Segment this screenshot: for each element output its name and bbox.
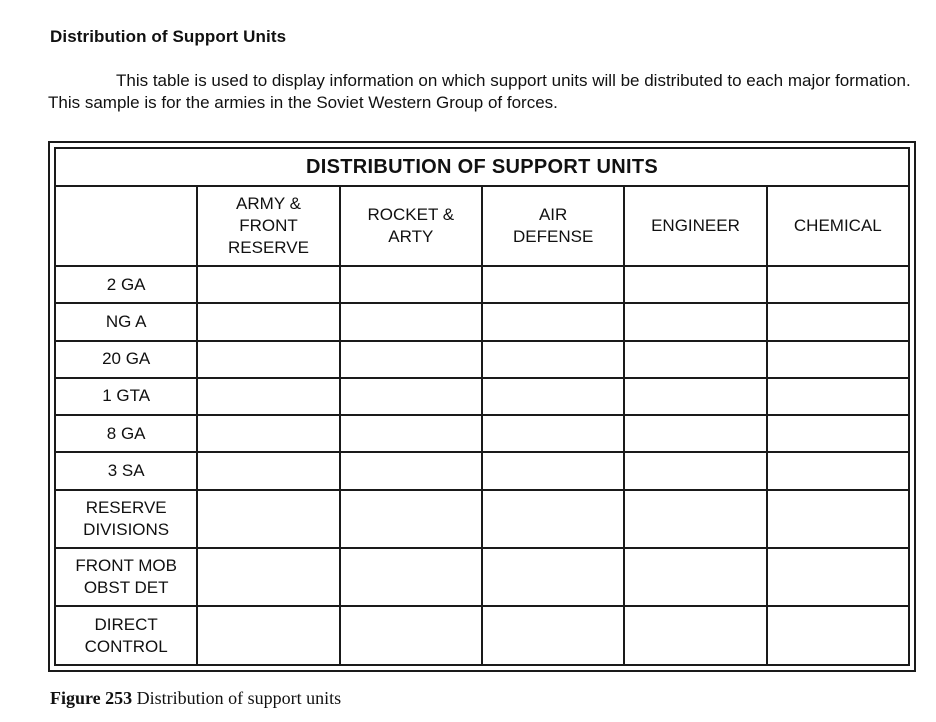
table-cell [767, 490, 909, 548]
table-cell [624, 266, 766, 303]
row-label-front-mob-obst-det: FRONT MOB OBST DET [55, 548, 197, 606]
column-header-rocket-arty: ROCKET & ARTY [340, 186, 482, 266]
row-label-20-ga: 20 GA [55, 341, 197, 378]
table-cell [340, 303, 482, 340]
column-header-chemical: CHEMICAL [767, 186, 909, 266]
table-cell [340, 378, 482, 415]
row-label-3-sa: 3 SA [55, 452, 197, 489]
table-cell [340, 415, 482, 452]
table-frame [48, 141, 916, 672]
table-cell [767, 452, 909, 489]
table-cell [482, 303, 624, 340]
figure-caption-text: Distribution of support units [136, 688, 342, 708]
table-row [55, 490, 909, 548]
table-cell [482, 452, 624, 489]
row-label-direct-control: DIRECT CONTROL [55, 606, 197, 665]
figure-label: Figure 253 [50, 688, 133, 708]
table-cell [482, 378, 624, 415]
column-header-row [55, 186, 909, 266]
table-row [55, 452, 909, 489]
table-cell [340, 266, 482, 303]
table-cell [624, 378, 766, 415]
table-cell [767, 548, 909, 606]
figure-caption [50, 688, 341, 709]
intro-paragraph: This table is used to display information on which support units will be distributed to each major formation. This sample is for the armies in the Soviet Western Group of forces. [48, 71, 911, 112]
table-cell [767, 606, 909, 665]
table-cell [197, 266, 339, 303]
table-cell [340, 548, 482, 606]
table-row [55, 415, 909, 452]
table-cell [767, 378, 909, 415]
table-cell [482, 606, 624, 665]
table-cell [624, 548, 766, 606]
table-cell [482, 415, 624, 452]
row-label-reserve-divisions: RESERVE DIVISIONS [55, 490, 197, 548]
table-cell [340, 606, 482, 665]
distribution-table [54, 147, 910, 666]
table-cell [624, 452, 766, 489]
table-cell [624, 341, 766, 378]
row-label-1-gta: 1 GTA [55, 378, 197, 415]
table-cell [340, 452, 482, 489]
table-cell [340, 490, 482, 548]
table-cell [197, 415, 339, 452]
column-header-air-defense: AIR DEFENSE [482, 186, 624, 266]
table-cell [482, 490, 624, 548]
column-header-army-front-reserve: ARMY & FRONT RESERVE [197, 186, 339, 266]
corner-cell [55, 186, 197, 266]
table-cell [197, 341, 339, 378]
table-cell [340, 341, 482, 378]
table-cell [197, 548, 339, 606]
table-cell [767, 303, 909, 340]
table-row [55, 606, 909, 665]
table-row [55, 266, 909, 303]
table-title: DISTRIBUTION OF SUPPORT UNITS [55, 148, 909, 186]
table-cell [197, 606, 339, 665]
row-label-ng-a: NG A [55, 303, 197, 340]
table-cell [482, 341, 624, 378]
table-cell [482, 266, 624, 303]
table-cell [197, 452, 339, 489]
table-title-row [55, 148, 909, 186]
table-cell [624, 303, 766, 340]
table-cell [624, 490, 766, 548]
table-cell [197, 490, 339, 548]
table-row [55, 303, 909, 340]
row-label-8-ga: 8 GA [55, 415, 197, 452]
table-cell [767, 266, 909, 303]
table-row [55, 378, 909, 415]
table-cell [767, 415, 909, 452]
table-row [55, 548, 909, 606]
row-label-2-ga: 2 GA [55, 266, 197, 303]
table-cell [624, 415, 766, 452]
table-cell [482, 548, 624, 606]
section-heading: Distribution of Support Units [50, 27, 287, 46]
table-cell [767, 341, 909, 378]
table-cell [624, 606, 766, 665]
table-cell [197, 378, 339, 415]
column-header-engineer: ENGINEER [624, 186, 766, 266]
table-row [55, 341, 909, 378]
table-cell [197, 303, 339, 340]
